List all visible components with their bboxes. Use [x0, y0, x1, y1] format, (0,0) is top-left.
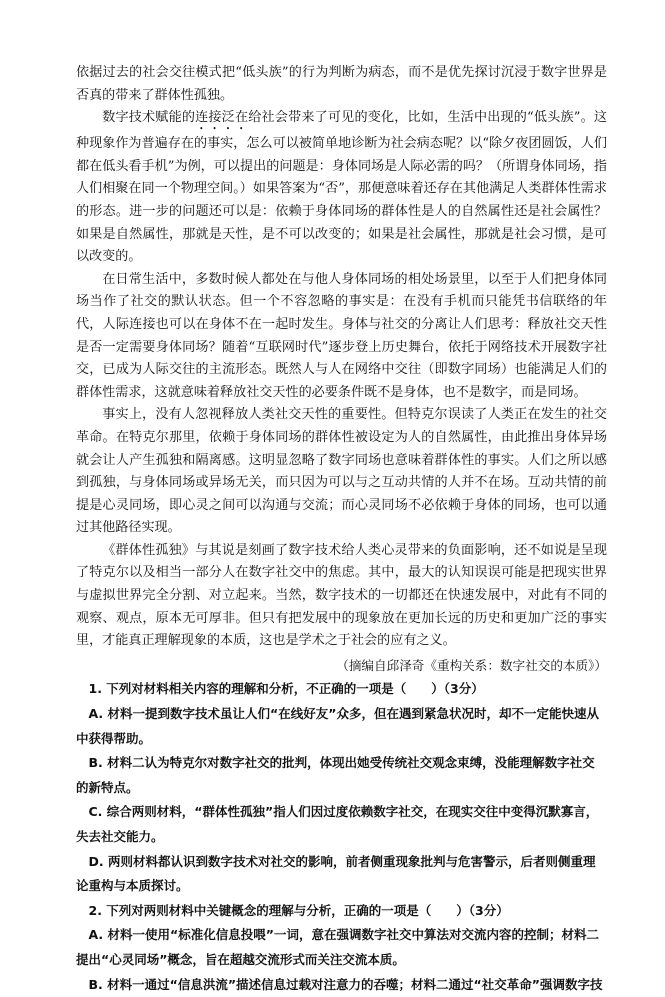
question-1-option-c: C. 综合两则材料，“群体性孤独”指人们因过度依赖数字社交，在现实交往中变得沉默寡言，失去社交能力。 [76, 804, 599, 844]
question-2-stem: 2. 下列对两则材料中关键概念的理解与分析，正确的一项是（ ）（3分） [88, 902, 509, 918]
question-1-option-b: B. 材料二认为特克尔对数字社交的批判，体现出她受传统社交观念束缚，没能理解数字社交的新特点。 [76, 755, 595, 795]
question-1-option-d: D. 两则材料都认识到数字技术对社交的影响，前者侧重现象批判与危害警示，后者则侧重理论重构与本质探讨。 [76, 853, 596, 894]
p1-rest: 给社会带来了可见的变化，比如，生活中出现的“低头族”。这种现象作为普遍存在的事实，怎么可以被简单地诊断为社会病态呢？以“除夕夜团圆饭，人们都在低头看手机”为例，可以提出的问题是：身体同场是人际必需的吗？（所谓身体同场，指人们相聚在同一个物理空间。）如果答案为“否”，那便意味着还存在其他满足人类群体性需求的形态。进一步的问题还可以是：依赖于身体同场的群体性是人的自然属性还是社会属性？如果是自然属性，那就是天性，是不可以改变的；如果是社会属性，那就是社会习惯，是可以改变的。 [76, 110, 607, 265]
passage-paragraph-2: 在日常生活中，多数时候人都处在与他人身体同场的相处场景里，以至于人们把身体同场当作了社交的默认状态。但一个不容忽略的事实是：在没有手机而只能凭书信联络的年代，人际连接也可以在身体不在一起时发生。身体与社交的分离让人们思考：释放社交天性是否一定需要身体同场？随着“互联网时代”逐步登上历史舞台，依托于网络技术开展数字社交，已成为人际交往的主流形态。既然人与人在网络中交往（即数字同场）也能满足人们的群体性需求，这就意味着释放社交天性的必要条件既不是身体，也不是数字，而是同场。 [76, 271, 607, 400]
question-2-option-a: A. 材料一使用“标准化信息投喂”一词，意在强调数字社交中算法对交流内容的控制；材料二提出“心灵同场”概念，旨在超越交流形式而关注交流本质。 [76, 927, 599, 967]
p1-lead: 数字技术赋能的 [102, 110, 196, 126]
passage-paragraph-0: 依据过去的社会交往模式把“低头族”的行为判断为病态，而不是优先探讨沉浸于数字世界是否真的带来了群体性孤独。 [76, 65, 607, 103]
question-1-stem: 1. 下列对材料相关内容的理解和分析，不正确的一项是（ ）（3分） [88, 681, 484, 697]
emphasized-term: 连接泛在 [195, 110, 249, 126]
question-2-option-b: B. 材料一通过“信息洪流”描述信息过载对注意力的吞噬；材料二通过“社交革命”强调数字技 [88, 976, 603, 992]
passage-paragraph-1 [76, 107, 607, 269]
question-1-option-a: A. 材料一提到数字技术虽让人们“在线好友”众多，但在遇到紧急状况时，却不一定能快速从中获得帮助。 [76, 706, 599, 746]
source-citation: （摘编自邱泽奇《重构关系：数字社交的本质》） [336, 657, 607, 673]
passage-paragraph-4: 《群体性孤独》与其说是刻画了数字技术给人类心灵带来的负面影响，还不如说是呈现了特克尔以及相当一部分人在数字社交中的焦虑。其中，最大的认知误误可能是把现实世界与虚拟世界完全分割、对立起来。当然，数字技术的一切都还在快速发展中，对此有不同的观察、观点，原本无可厚非。但只有把发展中的现象放在更加长远的历史和更加广泛的事实里，才能真正理解现象的本质，这也是学术之于社会的应有之义。 [76, 542, 607, 649]
passage-paragraph-3: 事实上，没有人忽视释放人类社交天性的重要性。但特克尔误读了人类正在发生的社交革命。在特克尔那里，依赖于身体同场的群体性被设定为人的自然属性，由此推出身体异场就会让人产生孤独和隔离感。这明显忽略了数字同场也意味着群体性的事实。人们之所以感到孤独，与身体同场或异场无关，而只因为可以与之互动共情的人并不在场。互动共情的前提是心灵同场，即心灵之间可以沟通与交流；而心灵同场不必依赖于身体的同场，也可以通过其他路径实现。 [76, 407, 607, 536]
